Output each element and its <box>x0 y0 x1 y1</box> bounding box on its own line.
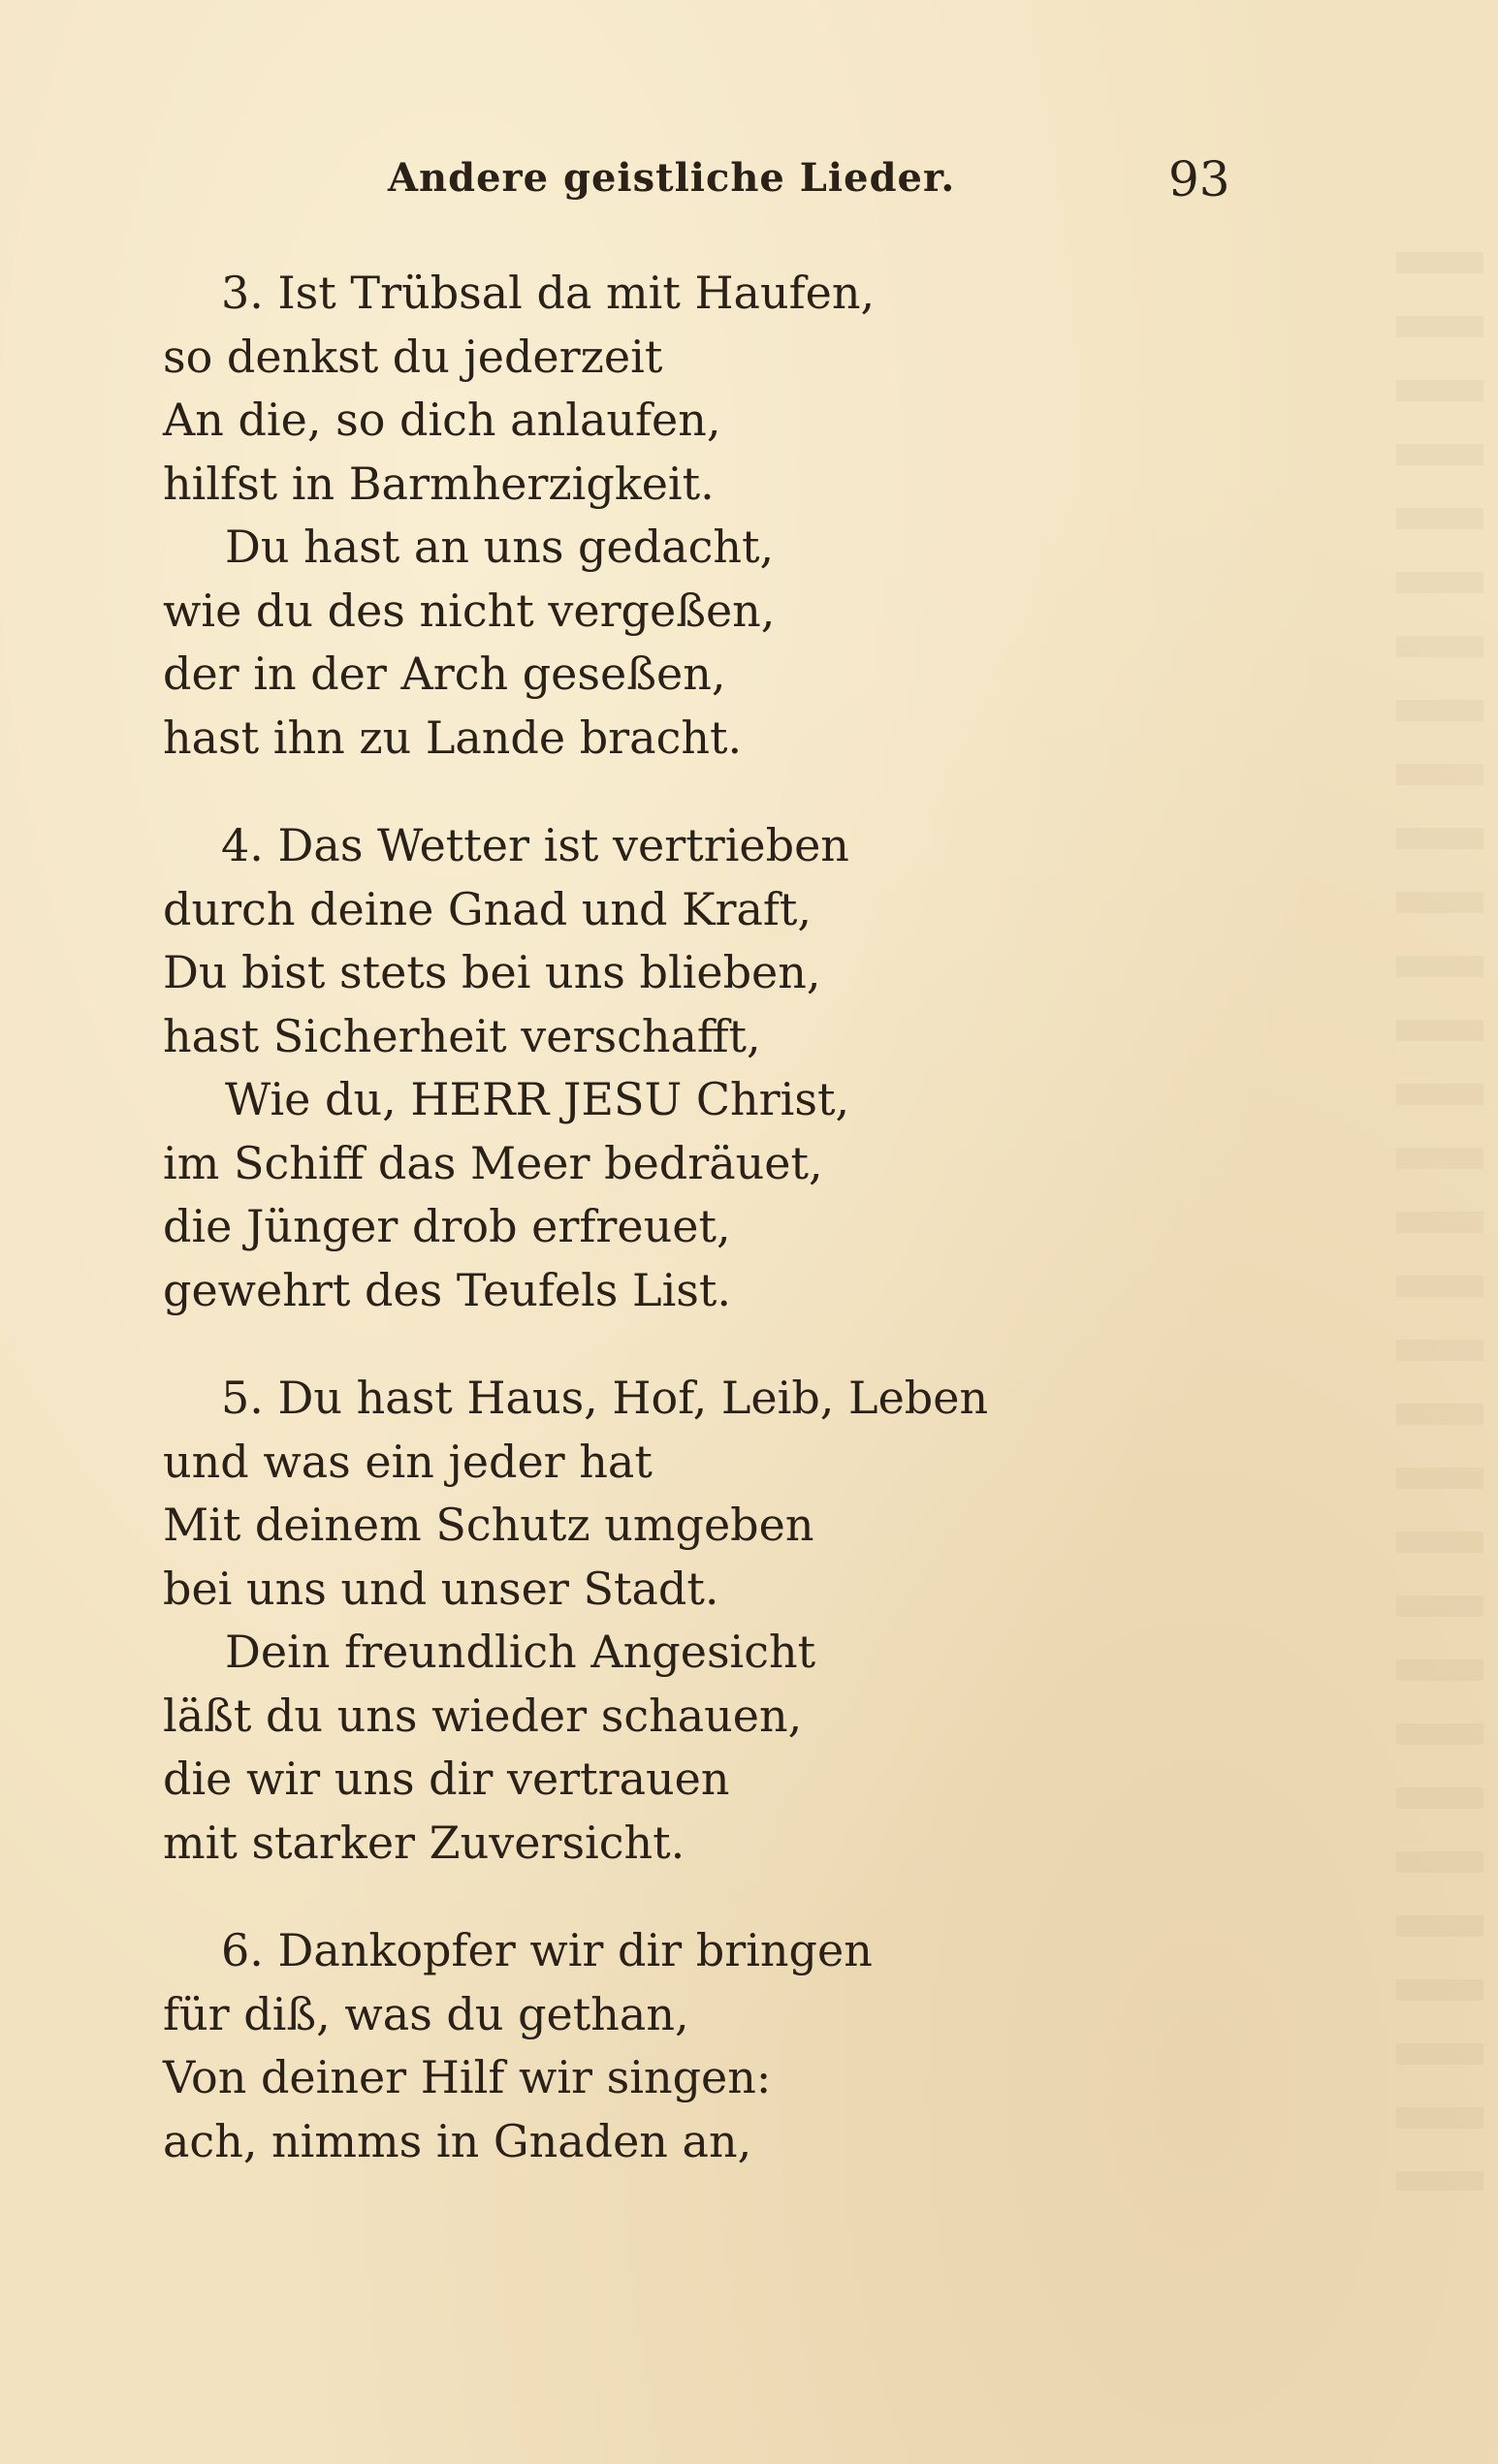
stanza-number: 4. <box>221 819 264 871</box>
stanza-line: Du hast an uns gedacht, <box>225 521 775 573</box>
stanza-3 <box>163 262 1375 770</box>
stanza-4 <box>163 814 1375 1322</box>
show-through-text <box>1396 252 1483 2191</box>
stanza-number: 6. <box>221 1924 264 1976</box>
stanza-line: 4. Das Wetter ist vertrieben <box>221 819 849 871</box>
stanza-line: durch deine Gnad und Kraft, <box>163 882 813 935</box>
stanza-number: 3. <box>221 267 264 319</box>
stanza-line: ach, nimms in Gnaden an, <box>163 2114 752 2167</box>
stanza-line: für diß, was du gethan, <box>163 1987 689 2040</box>
stanza-line: Wie du, HERR JESU Christ, <box>225 1073 850 1125</box>
stanza-line: hast ihn zu Lande bracht. <box>163 711 743 764</box>
stanza-number: 5. <box>221 1372 264 1424</box>
stanza-line: Von deiner Hilf wir singen: <box>163 2051 772 2103</box>
stanza-5 <box>163 1367 1375 1875</box>
stanza-line: bei uns und unser Stadt. <box>163 1562 719 1615</box>
stanza-line: gewehrt des Teufels List. <box>163 1263 732 1316</box>
stanza-line: 6. Dankopfer wir dir bringen <box>221 1924 873 1976</box>
stanza-line: Du bist stets bei uns blieben, <box>163 946 821 998</box>
stanza-line: wie du des nicht vergeßen, <box>163 584 776 637</box>
page-header <box>0 145 1498 213</box>
stanza-line: 5. Du hast Haus, Hof, Leib, Leben <box>221 1372 989 1424</box>
stanza-line: und was ein jeder hat <box>163 1435 653 1488</box>
stanza-line: die Jünger drob erfreuet, <box>163 1200 731 1252</box>
page-number: 93 <box>1168 151 1230 207</box>
stanza-line: läßt du uns wieder schauen, <box>163 1689 803 1742</box>
stanza-line: mit starker Zuversicht. <box>163 1816 685 1869</box>
stanza-line: 3. Ist Trübsal da mit Haufen, <box>221 267 876 319</box>
stanza-line: hast Sicherheit verschafft, <box>163 1009 761 1062</box>
stanza-line: Dein freundlich Angesicht <box>225 1626 816 1678</box>
stanza-6 <box>163 1919 1375 2173</box>
stanza-line: so denkst du jederzeit <box>163 330 663 383</box>
stanza-line: An die, so dich anlaufen, <box>163 394 721 446</box>
stanza-line: die wir uns dir vertrauen <box>163 1753 730 1805</box>
running-title: Andere geistliche Lieder. <box>388 155 956 201</box>
stanza-line: im Schiff das Meer bedräuet, <box>163 1136 823 1189</box>
poem-body <box>163 262 1375 2218</box>
stanza-line: hilfst in Barmherzigkeit. <box>163 457 715 510</box>
stanza-line: Mit deinem Schutz umgeben <box>163 1499 814 1551</box>
stanza-line: der in der Arch geseßen, <box>163 648 726 700</box>
